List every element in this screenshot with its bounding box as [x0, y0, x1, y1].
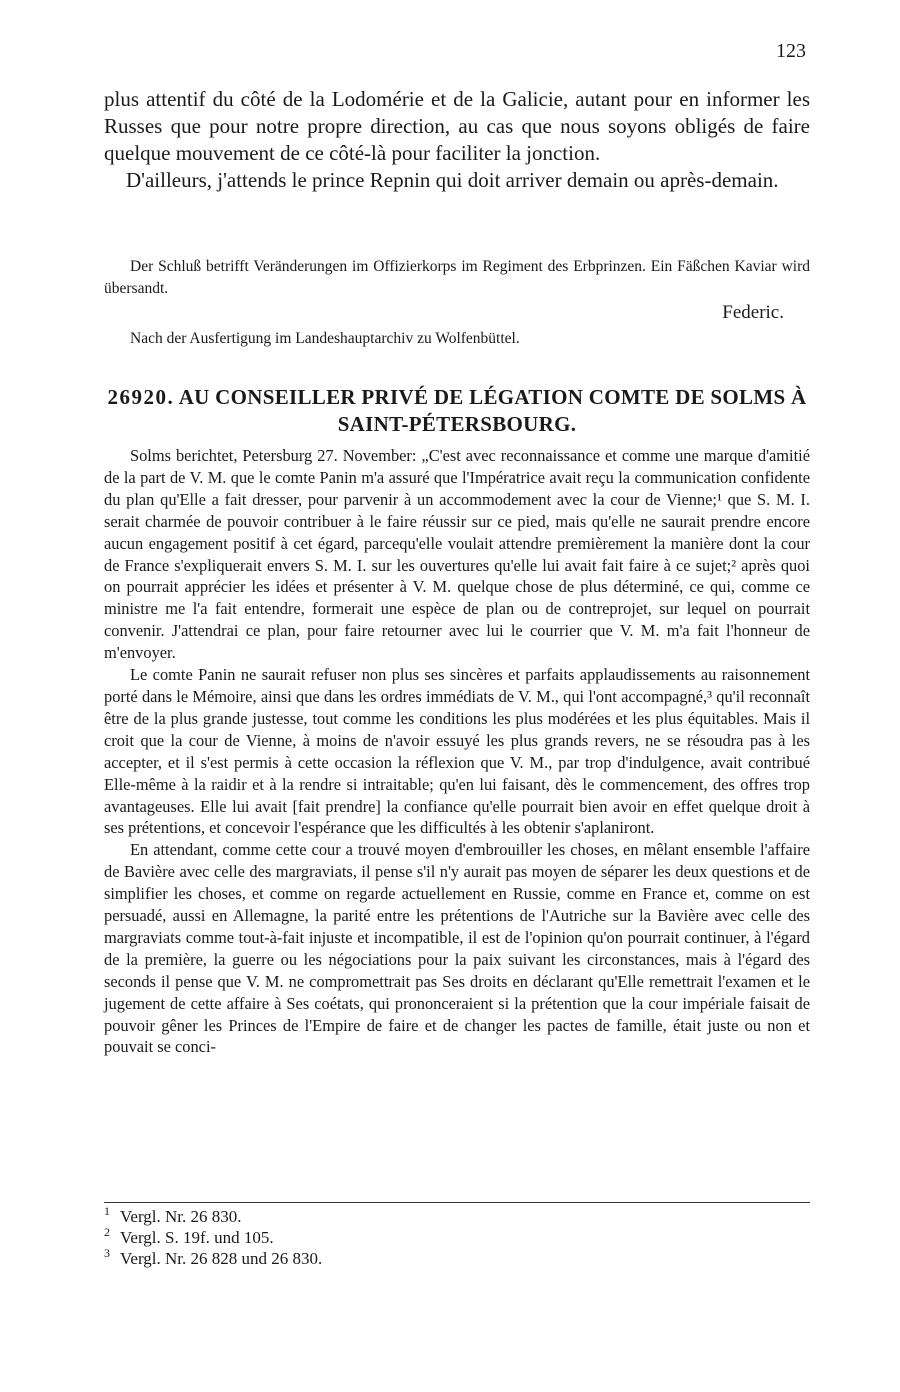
page-number: 123 [776, 40, 806, 62]
paragraph: En attendant, comme cette cour a trouvé moyen d'embrouiller les choses, en mêlant ensemble l'affaire de Bavière avec celle des margraviats, il pense s'il n'y aurait pas moyen de séparer les deux questions et de simplifier les choses, et comme on regarde actuellement en Russie, comme en France et, comme on est persuadé, aussi en Allemagne, la parité entre les prétentions de l'Autriche sur la Bavière avec celle des margraviats comme tout-à-fait injuste et incompatible, il est de l'opinion qu'on pourrait continuer, à l'égard de la première, la guerre ou les négociations pour la paix suivant les circonstances, mais à l'égard des seconds il pense que V. M. ne compromettrait pas Ses droits en déclarant qu'Elle remettrait l'examen et le jugement de cette affaire à Ses coétats, qui prononceraient si la prétention que la cour impériale faisait de pouvoir gêner les Princes de l'Empire de faire et de changer les pactes de famille, était juste ou non et pouvait se conci- [104, 840, 810, 1057]
signature: Federic. [722, 302, 784, 323]
letter-body [104, 445, 810, 1058]
footnotes [104, 1206, 810, 1269]
letter-number: 26920. [107, 385, 175, 409]
footnote-text: Vergl. S. 19f. und 105. [120, 1228, 274, 1247]
paragraph: D'ailleurs, j'attends le prince Repnin qui doit arriver demain ou après-demain. [126, 168, 779, 192]
paragraph: plus attentif du côté de la Lodomérie et de la Galicie, autant pour en informer les Russes que pour notre propre direction, au cas que nous soyons obligés de faire quelque mouvement de ce côté-là pour faciliter la jonction. [104, 87, 810, 165]
paragraph: Solms berichtet, Petersburg 27. November: „C'est avec reconnaissance et comme une marque d'amitié de la part de V. M. que le comte Panin m'a assuré que l'Impératrice avait reçu la communication confidente du plan qu'Elle a fait dresser, pour parvenir à un accommodement avec la cour de Vienne;¹ que S. M. I. serait charmée de pouvoir contribuer à le faire réussir sur ce pied, mais qu'elle ne saurait prendre encore aucun engagement positif à cet égard, parcequ'elle voulait attendre premièrement la manière dont la cour de France s'expliquerait envers S. M. I. sur les ouvertures qu'elle lui avait fait faire à ce sujet;² après quoi on pourrait apprécier les idées et présenter à V. M. quelque chose de plus déterminé, ce qui, comme ce ministre me l'a fait entendre, formerait une espèce de plan ou de contreprojet, sur lequel on pourrait convenir. J'attendrai ce plan, pour faire retourner avec lui le courrier que V. M. m'a fait l'honneur de m'envoyer. [104, 446, 810, 663]
footnote-divider [104, 1202, 810, 1203]
editorial-summary: Der Schluß betrifft Veränderungen im Offizierkorps im Regiment des Erbprinzen. Ein Fäßchen Kaviar wird übersandt. [104, 258, 810, 297]
footnote: 2 Vergl. S. 19f. und 105. [104, 1225, 274, 1247]
letter-title: AU CONSEILLER PRIVÉ DE LÉGATION COMTE DE SOLMS À SAINT-PÉTERSBOURG. [178, 385, 807, 436]
footnote-text: Vergl. Nr. 26 828 und 26 830. [120, 1249, 323, 1268]
letter-heading [104, 384, 810, 438]
footnote-text: Vergl. Nr. 26 830. [120, 1207, 242, 1226]
footnote: 3 Vergl. Nr. 26 828 und 26 830. [104, 1246, 323, 1268]
continued-letter-text [104, 86, 810, 194]
source-note: Nach der Ausfertigung im Landeshauptarchiv zu Wolfenbüttel. [130, 330, 520, 347]
footnote: 1 Vergl. Nr. 26 830. [104, 1204, 242, 1226]
paragraph: Le comte Panin ne saurait refuser non plus ses sincères et parfaits applaudissements au raisonnement porté dans le Mémoire, ainsi que dans les ordres immédiats de V. M., qui l'ont accompagné,³ qu'il reconnaît être de la plus grande justesse, tout comme les conditions les plus modérées et les plus équitables. Mais il croit que la cour de Vienne, à moins de n'avoir essuyé les plus grands revers, ne se résoudra pas à les accepter, et il s'est permis à cette occasion la réflexion que V. M., par trop d'indulgence, avait contribué Elle-même à la raidir et à la rendre si intraitable; qu'en lui faisant, dès le commencement, des offres trop avantageuses. Elle lui avait [fait prendre] la confiance qu'elle pourrait bien avoir en effet quelque droit à ses prétentions, et concevoir l'espérance que les difficultés à les obtenir s'aplaniront. [104, 665, 810, 838]
